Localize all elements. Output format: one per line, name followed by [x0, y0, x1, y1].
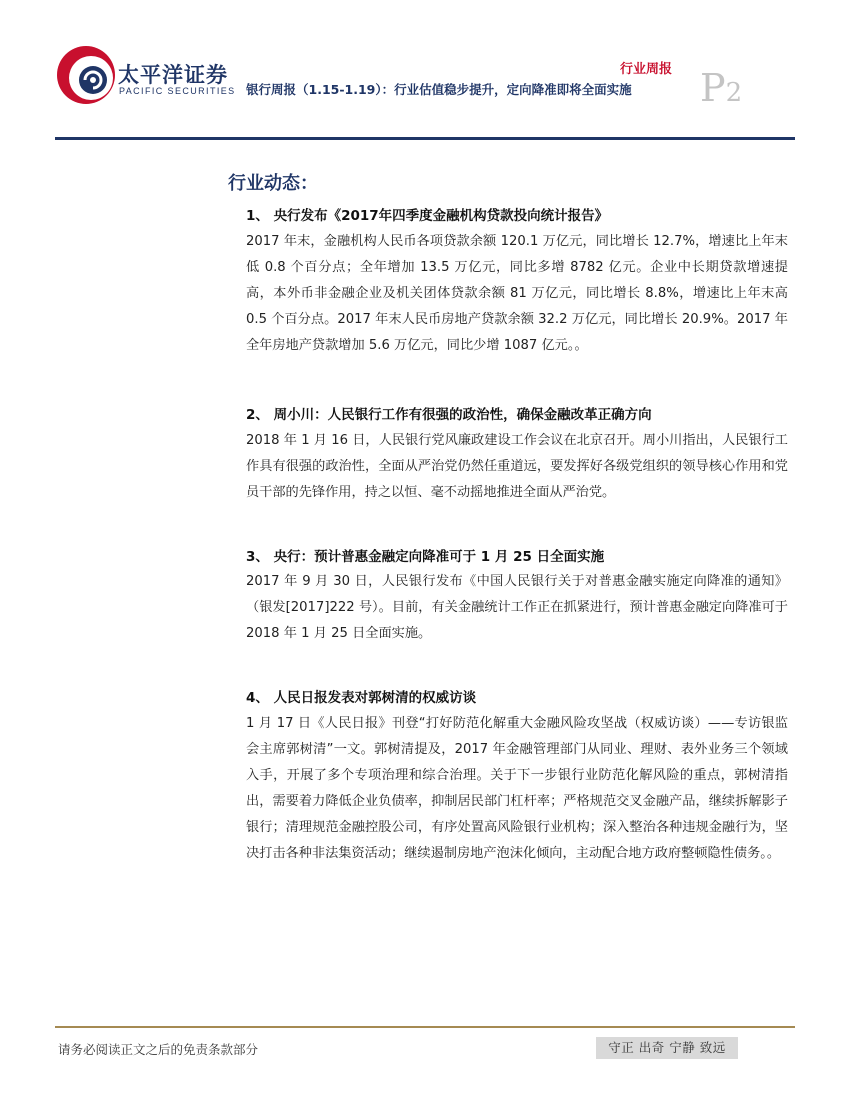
report-type-label: 行业周报 [620, 62, 673, 77]
news-item-4-body: 1 月 17 日《人民日报》刊登“打好防范化解重大金融风险攻坚战（权威访谈）——专访银监会主席郭树清”一文。郭树清提及，2017 年金融管理部门从同业、理财、表外业务三个领域入手，开展了多个专项治理和综合治理。关于下一步银行业防范化解风险的重点，郭树清指出，需要着力降低企业负债率，抑制居民部门杠杆率；严格规范交叉金融产品，继续拆解影子银行；清理规范金融控股公司，有序处置高风险银行业机构；深入整治各种违规金融行为，坚决打击各种非法集资活动；继续遏制房地产泡沫化倾向，主动配合地方政府整顿隐性债务。。 [246, 716, 788, 861]
disclaimer-note: 请务必阅读正文之后的免责条款部分 [58, 1042, 259, 1057]
company-motto: 守正 出奇 宁静 致远 [596, 1037, 738, 1059]
news-item-2-title: 2、 周小川：人民银行工作有很强的政治性，确保金融改革正确方向 [246, 407, 652, 423]
page-number [700, 66, 742, 110]
news-item-4-title: 4、 人民日报发表对郭树清的权威访谈 [246, 690, 477, 706]
header-divider [55, 137, 795, 140]
page-letter: P [700, 66, 726, 110]
news-item-1-title: 1、 央行发布《2017年四季度金融机构贷款投向统计报告》 [246, 208, 609, 224]
news-item-1-body: 2017 年末，金融机构人民币各项贷款余额 120.1 万亿元，同比增长 12.7%，增速比上年末低 0.8 个百分点；全年增加 13.5 万亿元，同比多增 8782 亿元。企业中长期贷款增速提高，本外币非金融企业及机关团体贷款余额 81 万亿元，同比增长 8.8%，增速比上年末高 0.5 个百分点。2017 年末人民币房地产贷款余额 32.2 万亿元，同比增长 20.9%。2017 年全年房地产贷款增加 5.6 万亿元，同比少增 1087 亿元。。 [246, 234, 788, 353]
news-item-3-title: 3、 央行：预计普惠金融定向降准可于 1 月 25 日全面实施 [246, 549, 605, 565]
footer-divider [55, 1026, 795, 1028]
page-digit: 2 [725, 78, 743, 108]
logo-chinese-name: 太平洋证券 [118, 63, 228, 87]
news-item-3-body: 2017 年 9 月 30 日，人民银行发布《中国人民银行关于对普惠金融实施定向降准的通知》（银发[2017]222 号）。目前，有关金融统计工作正在抓紧进行，预计普惠金融定向降准可于 2018 年 1 月 25 日全面实施。 [246, 574, 788, 641]
report-title: 银行周报（1.15-1.19）：行业估值稳步提升，定向降准即将全面实施 [246, 82, 632, 97]
logo-english-name: PACIFIC SECURITIES [119, 86, 236, 96]
pacific-securities-logo-icon [55, 44, 117, 106]
news-item-2-body: 2018 年 1 月 16 日，人民银行党风廉政建设工作会议在北京召开。周小川指出，人民银行工作具有很强的政治性，全面从严治党仍然任重道远，要发挥好各级党组织的领导核心作用和党员干部的先锋作用，持之以恒、毫不动摇地推进全面从严治党。 [246, 433, 788, 500]
section-title: 行业动态： [228, 173, 318, 194]
